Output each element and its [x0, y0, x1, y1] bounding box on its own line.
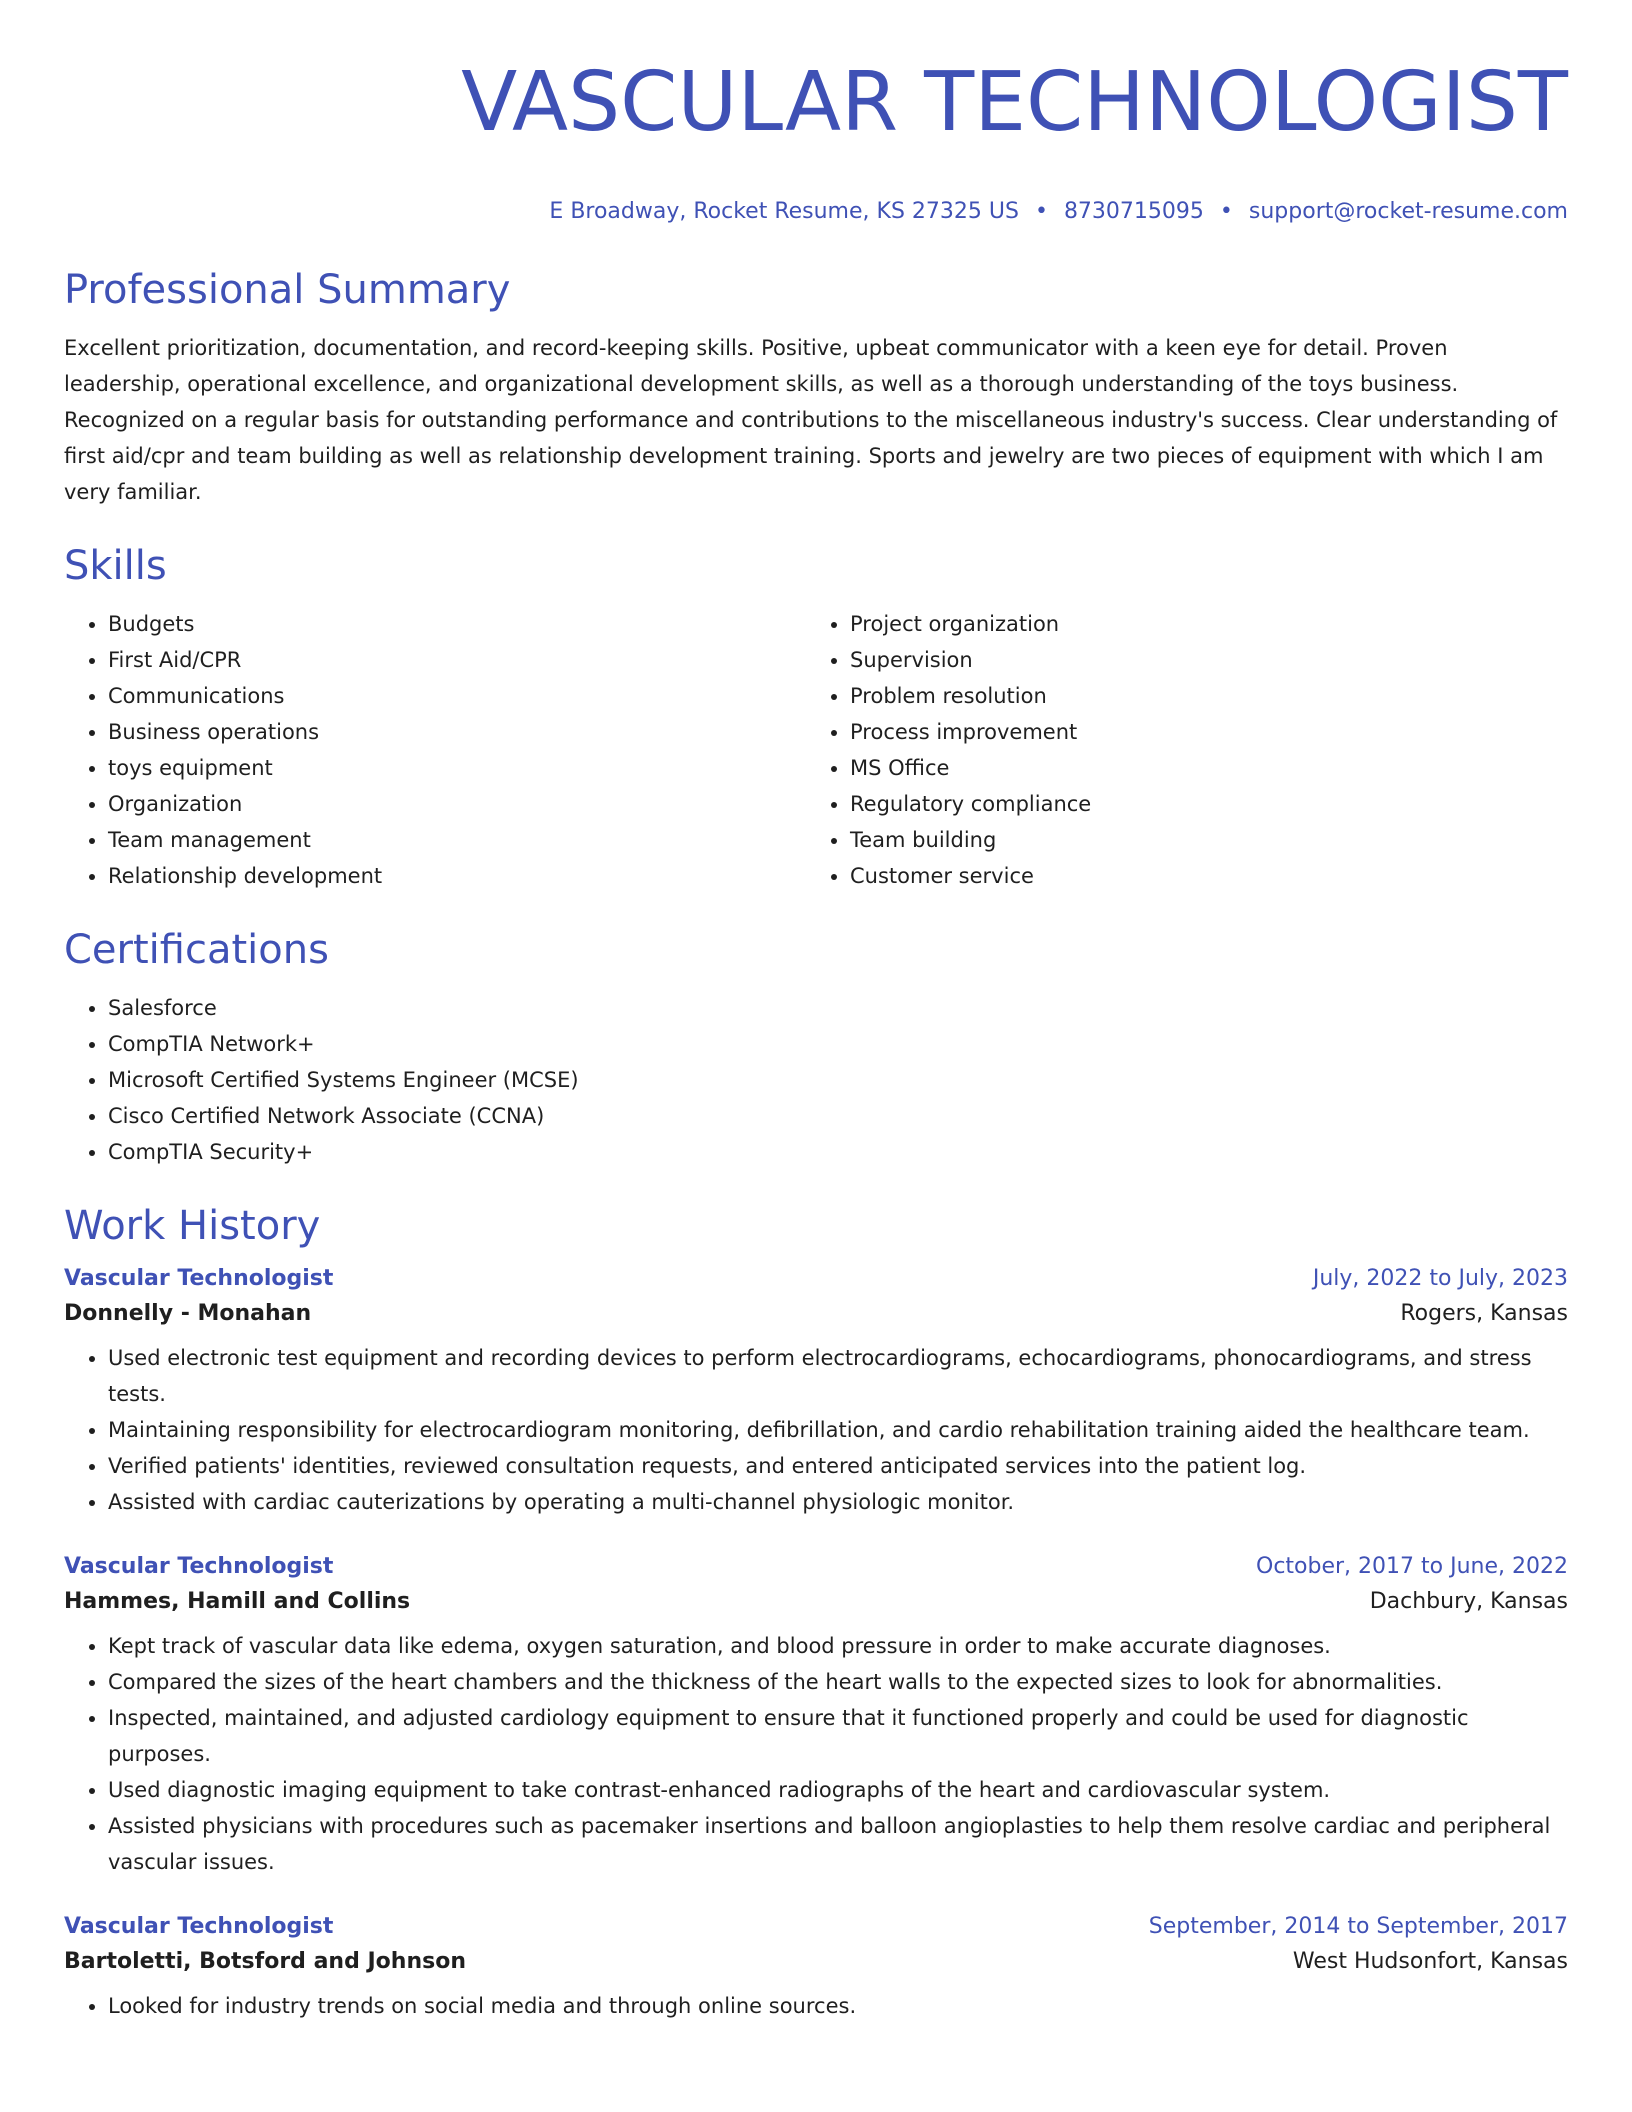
job-title-row — [64, 1914, 1568, 1939]
job-company-row — [64, 1301, 1568, 1326]
skills-heading: Skills — [64, 542, 167, 589]
contact-separator: • — [1034, 198, 1048, 224]
skill-item: • Regulatory compliance — [850, 786, 1548, 822]
job-bullets — [64, 1628, 1568, 1880]
job-bullet: • Verified patients' identities, reviewed consultation requests, and entered anticipated services into the patient log. — [108, 1448, 1568, 1484]
job-dates: October, 2017 to June, 2022 — [1256, 1553, 1568, 1579]
skill-item: • Project organization — [850, 606, 1548, 642]
job-title: Vascular Technologist — [64, 1553, 334, 1579]
certifications-list — [64, 990, 1568, 1170]
skill-item: • First Aid/CPR — [108, 642, 806, 678]
skill-item: • toys equipment — [108, 750, 806, 786]
skill-item: • Team building — [850, 822, 1548, 858]
certification-item: • CompTIA Network+ — [108, 1026, 1568, 1062]
job-title-row — [64, 1554, 1568, 1579]
skill-item: • Process improvement — [850, 714, 1548, 750]
job-bullet: • Looked for industry trends on social media and through online sources. — [108, 1988, 1568, 2024]
job-entry — [64, 1554, 1568, 1880]
contact-line — [64, 199, 1568, 224]
job-title-row — [64, 1266, 1568, 1291]
contact-email[interactable]: support@rocket-resume.com — [1248, 198, 1568, 224]
job-bullet: • Inspected, maintained, and adjusted cardiology equipment to ensure that it functioned properly and could be used for diagnostic purposes. — [108, 1700, 1568, 1772]
job-location: Rogers, Kansas — [1400, 1300, 1568, 1326]
job-company-row — [64, 1589, 1568, 1614]
job-company: Bartoletti, Botsford and Johnson — [64, 1948, 466, 1974]
contact-phone: 8730715095 — [1063, 198, 1204, 224]
contact-separator: • — [1219, 198, 1233, 224]
skill-item: • Customer service — [850, 858, 1548, 894]
job-title: Vascular Technologist — [64, 1913, 334, 1939]
job-title: Vascular Technologist — [64, 1265, 334, 1291]
job-entry — [64, 1266, 1568, 1520]
job-bullet: • Assisted physicians with procedures such as pacemaker insertions and balloon angioplasties to help them resolve cardiac and peripheral vascular issues. — [108, 1808, 1568, 1880]
job-location: Dachbury, Kansas — [1369, 1588, 1568, 1614]
work-history-heading: Work History — [64, 1202, 321, 1249]
job-bullet: • Used electronic test equipment and recording devices to perform electrocardiograms, echocardiograms, phonocardiograms, and stress tests. — [108, 1340, 1568, 1412]
certification-item: • Salesforce — [108, 990, 1568, 1026]
job-bullets — [64, 1340, 1568, 1520]
resume-page — [64, 0, 1568, 2024]
resume-title: VASCULAR TECHNOLOGIST — [461, 55, 1568, 150]
skills-column-right — [806, 606, 1548, 894]
job-dates: July, 2022 to July, 2023 — [1312, 1265, 1568, 1291]
skill-item: • Budgets — [108, 606, 806, 642]
skill-item: • Team management — [108, 822, 806, 858]
job-company: Donnelly - Monahan — [64, 1300, 312, 1326]
job-bullet: • Maintaining responsibility for electrocardiogram monitoring, defibrillation, and cardio rehabilitation training aided the healthcare team. — [108, 1412, 1568, 1448]
skill-item: • Supervision — [850, 642, 1548, 678]
skill-item: • MS Office — [850, 750, 1548, 786]
summary-heading: Professional Summary — [64, 266, 511, 313]
skills-column-left — [64, 606, 806, 894]
certifications-heading: Certifications — [64, 926, 329, 973]
certification-item: • Microsoft Certified Systems Engineer (MCSE) — [108, 1062, 1568, 1098]
job-bullet: • Used diagnostic imaging equipment to take contrast-enhanced radiographs of the heart and cardiovascular system. — [108, 1772, 1568, 1808]
summary-text: Excellent prioritization, documentation, and record-keeping skills. Positive, upbeat communicator with a keen eye for detail. Proven leadership, operational excellence, and organizational development skills, as well as a thorough understanding of the toys business. Recognized on a regular basis for outstanding performance and contributions to the miscellaneous industry's success. Clear understanding of first aid/cpr and team building as well as relationship development training. Sports and jewelry are two pieces of equipment with which I am very familiar. — [64, 335, 1558, 504]
job-entry — [64, 1914, 1568, 2024]
job-location: West Hudsonfort, Kansas — [1292, 1948, 1568, 1974]
skills-list — [64, 606, 1568, 894]
job-dates: September, 2014 to September, 2017 — [1148, 1913, 1568, 1939]
job-company-row — [64, 1949, 1568, 1974]
certification-item: • Cisco Certified Network Associate (CCNA) — [108, 1098, 1568, 1134]
skill-item: • Organization — [108, 786, 806, 822]
job-bullets — [64, 1988, 1568, 2024]
skill-item: • Relationship development — [108, 858, 806, 894]
job-bullet: • Kept track of vascular data like edema, oxygen saturation, and blood pressure in order to make accurate diagnoses. — [108, 1628, 1568, 1664]
skill-item: • Business operations — [108, 714, 806, 750]
certification-item: • CompTIA Security+ — [108, 1134, 1568, 1170]
job-bullet: • Compared the sizes of the heart chambers and the thickness of the heart walls to the expected sizes to look for abnormalities. — [108, 1664, 1568, 1700]
skill-item: • Communications — [108, 678, 806, 714]
contact-address: E Broadway, Rocket Resume, KS 27325 US — [549, 198, 1019, 224]
job-company: Hammes, Hamill and Collins — [64, 1588, 411, 1614]
job-bullet: • Assisted with cardiac cauterizations by operating a multi-channel physiologic monitor. — [108, 1484, 1568, 1520]
skill-item: • Problem resolution — [850, 678, 1548, 714]
